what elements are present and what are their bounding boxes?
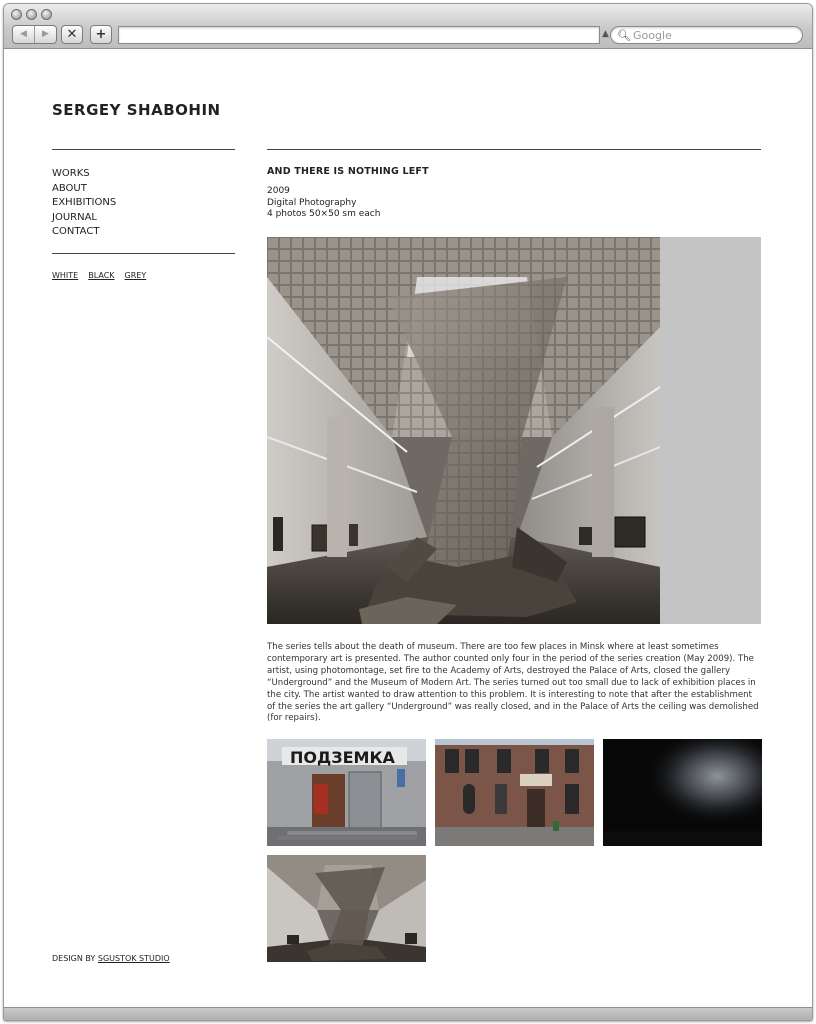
- close-icon: ✕: [66, 27, 78, 42]
- minimize-window-button[interactable]: [26, 9, 37, 20]
- collapsed-ceiling-gallery-photo: [267, 237, 660, 624]
- nav-works[interactable]: WORKS: [52, 168, 90, 179]
- sidebar-divider-bottom: [52, 253, 235, 254]
- forward-button[interactable]: [35, 26, 56, 43]
- credit-studio-link[interactable]: SGUSTOK STUDIO: [97, 954, 170, 963]
- theme-grey-link[interactable]: GREY: [124, 271, 147, 280]
- work-medium: Digital Photography: [267, 197, 357, 208]
- back-forward-buttons: [12, 25, 57, 44]
- hero-image: [267, 237, 761, 624]
- thumb-sign-text: ПОДЗЕМКА: [290, 748, 395, 767]
- nav-exhibitions[interactable]: EXHIBITIONS: [52, 197, 117, 208]
- work-year: 2009: [267, 186, 290, 196]
- web-page: [4, 49, 812, 1007]
- search-input[interactable]: [633, 29, 793, 42]
- site-title[interactable]: SERGEY SHABOHIN: [52, 101, 221, 119]
- thumbnail-gallery-underground[interactable]: [267, 739, 426, 846]
- work-size: 4 photos 50×50 sm each: [267, 209, 381, 219]
- nav-contact[interactable]: CONTACT: [52, 226, 100, 237]
- back-arrow-icon: ◀: [20, 29, 27, 39]
- credit-prefix: DESIGN BY: [52, 954, 98, 963]
- work-description: The series tells about the death of museum. There are too few places in Minsk where at least sometimes contemporary art is presented. The author counted only four in the period of the series creation (May 2009). The artist, using photomontage, set fire to the Academy of Arts, destroyed the Palace of Arts, closed the gallery “Underground” and the Museum of Modern Art. The series turned out too small due to lack of exhibition places in the city. The artist wanted to draw attention to this problem. It is interesting to note that after the establishment of the series the art gallery “Underground” was really closed, and in the Palace of Arts the ceiling was demolished (for repairs).: [267, 642, 759, 724]
- thumbnail-smoke-night[interactable]: [603, 739, 762, 846]
- search-field[interactable]: [610, 26, 803, 44]
- browser-toolbar: [4, 4, 812, 49]
- work-meta: [267, 186, 380, 221]
- thumbnail-palace-of-arts[interactable]: [267, 855, 426, 962]
- forward-arrow-icon: ▶: [42, 29, 49, 39]
- back-button[interactable]: [13, 26, 34, 43]
- footer-credit: [52, 954, 170, 963]
- work-title: AND THERE IS NOTHING LEFT: [267, 166, 429, 177]
- main-nav: [52, 167, 116, 240]
- nav-journal[interactable]: JOURNAL: [52, 211, 97, 223]
- sidebar-divider-top: [52, 149, 235, 150]
- theme-white-link[interactable]: WHITE: [52, 271, 79, 280]
- collapsed-ceiling-thumb-photo: [267, 855, 426, 962]
- thumbnail-academy-of-arts[interactable]: [435, 739, 594, 846]
- stop-button[interactable]: [61, 25, 83, 44]
- address-bar[interactable]: [118, 26, 600, 44]
- smoke-at-night-photo: [603, 739, 762, 846]
- content-divider: [267, 149, 761, 150]
- status-bar: [4, 1007, 812, 1020]
- plus-icon: +: [95, 27, 107, 42]
- nav-about[interactable]: ABOUT: [52, 182, 87, 194]
- new-tab-button[interactable]: [90, 25, 112, 44]
- theme-switcher: [52, 271, 146, 280]
- zoom-window-button[interactable]: [41, 9, 52, 20]
- gallery-entrance-photo: [267, 739, 426, 846]
- building-facade-photo: [435, 739, 594, 846]
- address-dropdown-icon[interactable]: ▲: [602, 29, 609, 39]
- browser-window: [3, 3, 813, 1021]
- close-window-button[interactable]: [11, 9, 22, 20]
- search-icon[interactable]: 🔍︎: [617, 28, 631, 42]
- theme-black-link[interactable]: BLACK: [88, 271, 115, 280]
